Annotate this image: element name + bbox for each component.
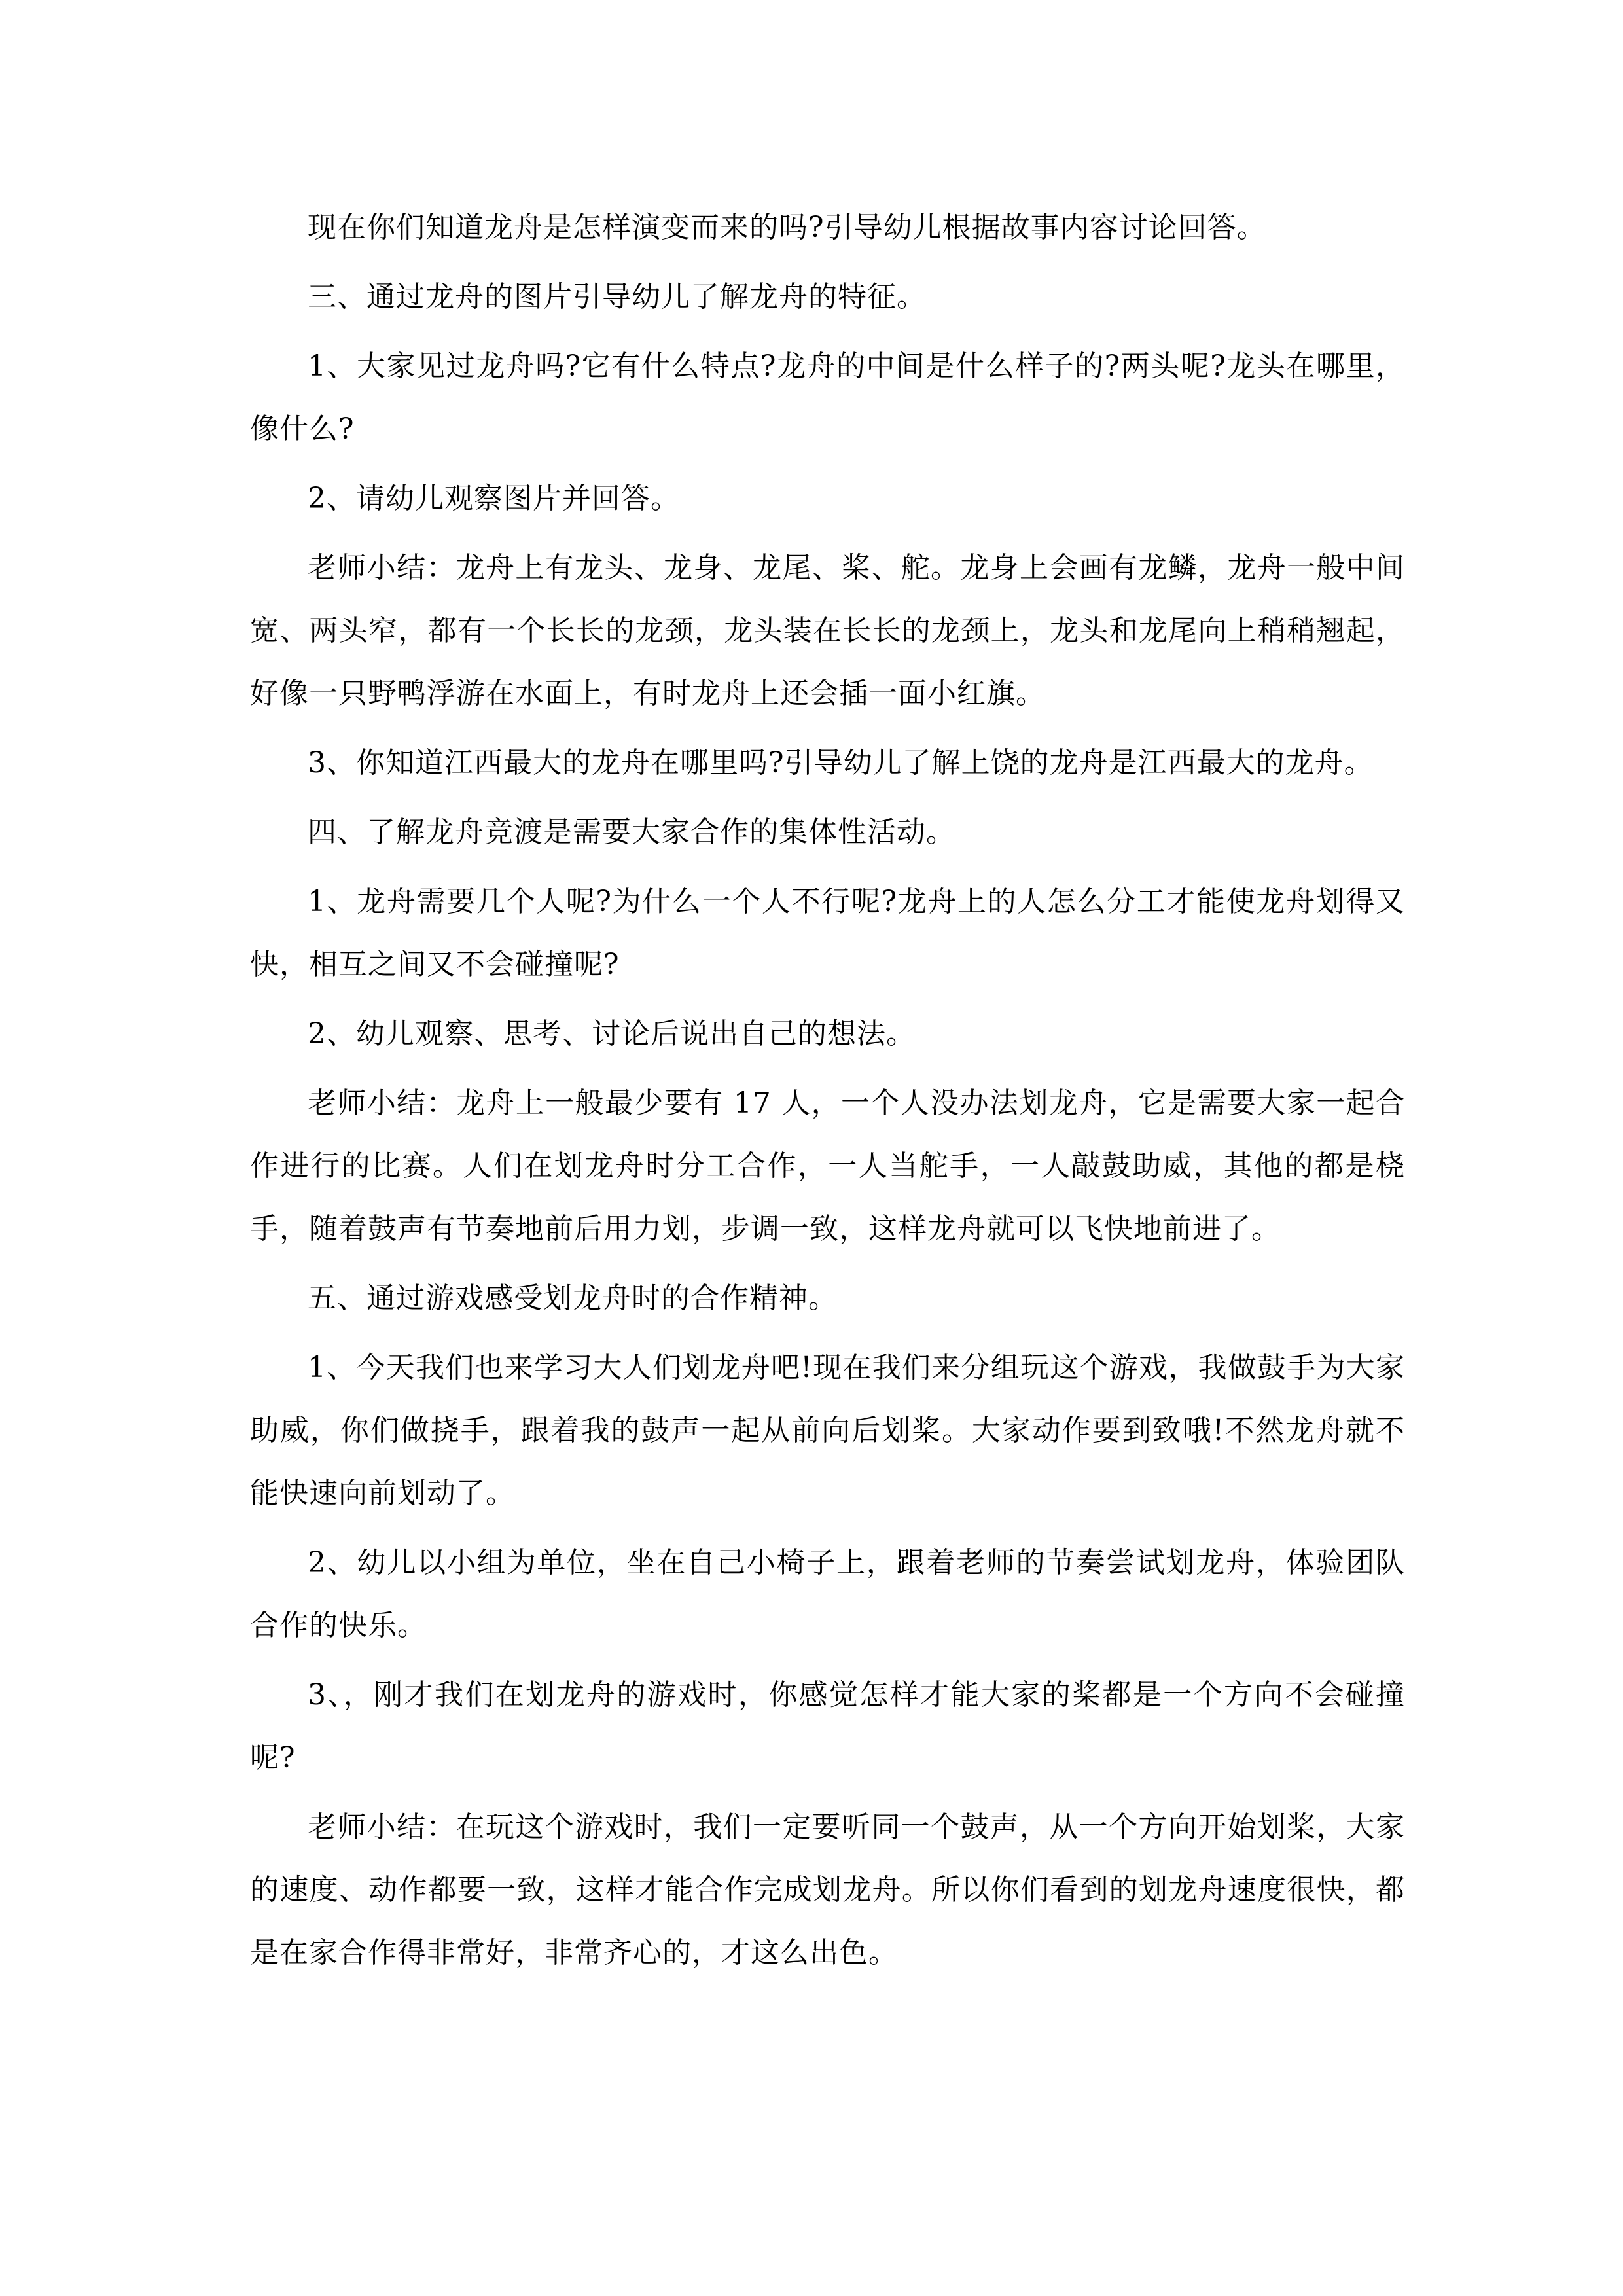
teacher-summary-4: 老师小结：龙舟上一般最少要有 17 人，一个人没办法划龙舟，它是需要大家一起合作进行的比赛。人们在划龙舟时分工合作，一人当舵手，一人敲鼓助威，其他的都是桡手，随着鼓声有节奏地前后用力划，步调一致，这样龙舟就可以飞快地前进了。 — [250, 1086, 1405, 1246]
section-heading-4: 四、了解龙舟竞渡是需要大家合作的集体性活动。 — [308, 816, 955, 849]
paragraph-4-1: 1、龙舟需要几个人呢?为什么一个人不行呢?龙舟上的人怎么分工才能使龙舟划得又快，相互之间又不会碰撞呢? — [250, 885, 1405, 981]
paragraph-5-3: 3、，刚才我们在划龙舟的游戏时，你感觉怎样才能大家的桨都是一个方向不会碰撞呢? — [250, 1678, 1405, 1774]
paragraph-3-3: 3、你知道江西最大的龙舟在哪里吗?引导幼儿了解上饶的龙舟是江西最大的龙舟。 — [308, 746, 1374, 780]
paragraph-5-2: 2、幼儿以小组为单位，坐在自己小椅子上，跟着老师的节奏尝试划龙舟，体验团队合作的快乐。 — [250, 1546, 1405, 1642]
paragraph-3-2: 2、请幼儿观察图片并回答。 — [308, 482, 680, 515]
section-heading-3: 三、通过龙舟的图片引导幼儿了解龙舟的特征。 — [308, 280, 926, 314]
paragraph-5-1: 1、今天我们也来学习大人们划龙舟吧!现在我们来分组玩这个游戏，我做鼓手为大家助威，你们做挠手，跟着我的鼓声一起从前向后划桨。大家动作要到致哦!不然龙舟就不能快速向前划动了。 — [250, 1351, 1405, 1510]
paragraph-3-1: 1、大家见过龙舟吗?它有什么特点?龙舟的中间是什么样子的?两头呢?龙头在哪里，像什么? — [250, 350, 1405, 446]
paragraph-review-question: 现在你们知道龙舟是怎样演变而来的吗?引导幼儿根据故事内容讨论回答。 — [308, 211, 1266, 244]
teacher-summary-5: 老师小结：在玩这个游戏时，我们一定要听同一个鼓声，从一个方向开始划桨，大家的速度、动作都要一致，这样才能合作完成划龙舟。所以你们看到的划龙舟速度很快，都是在家合作得非常好，非常齐心的，才这么出色。 — [250, 1810, 1405, 1969]
section-heading-5: 五、通过游戏感受划龙舟时的合作精神。 — [308, 1282, 838, 1315]
paragraph-4-2: 2、幼儿观察、思考、讨论后说出自己的想法。 — [308, 1017, 916, 1050]
teacher-summary-3: 老师小结：龙舟上有龙头、龙身、龙尾、桨、舵。龙身上会画有龙鳞，龙舟一般中间宽、两头窄，都有一个长长的龙颈，龙头装在长长的龙颈上，龙头和龙尾向上稍稍翘起，好像一只野鸭浮游在水面上，有时龙舟上还会插一面小红旗。 — [250, 551, 1405, 710]
body-text — [250, 196, 1405, 1991]
